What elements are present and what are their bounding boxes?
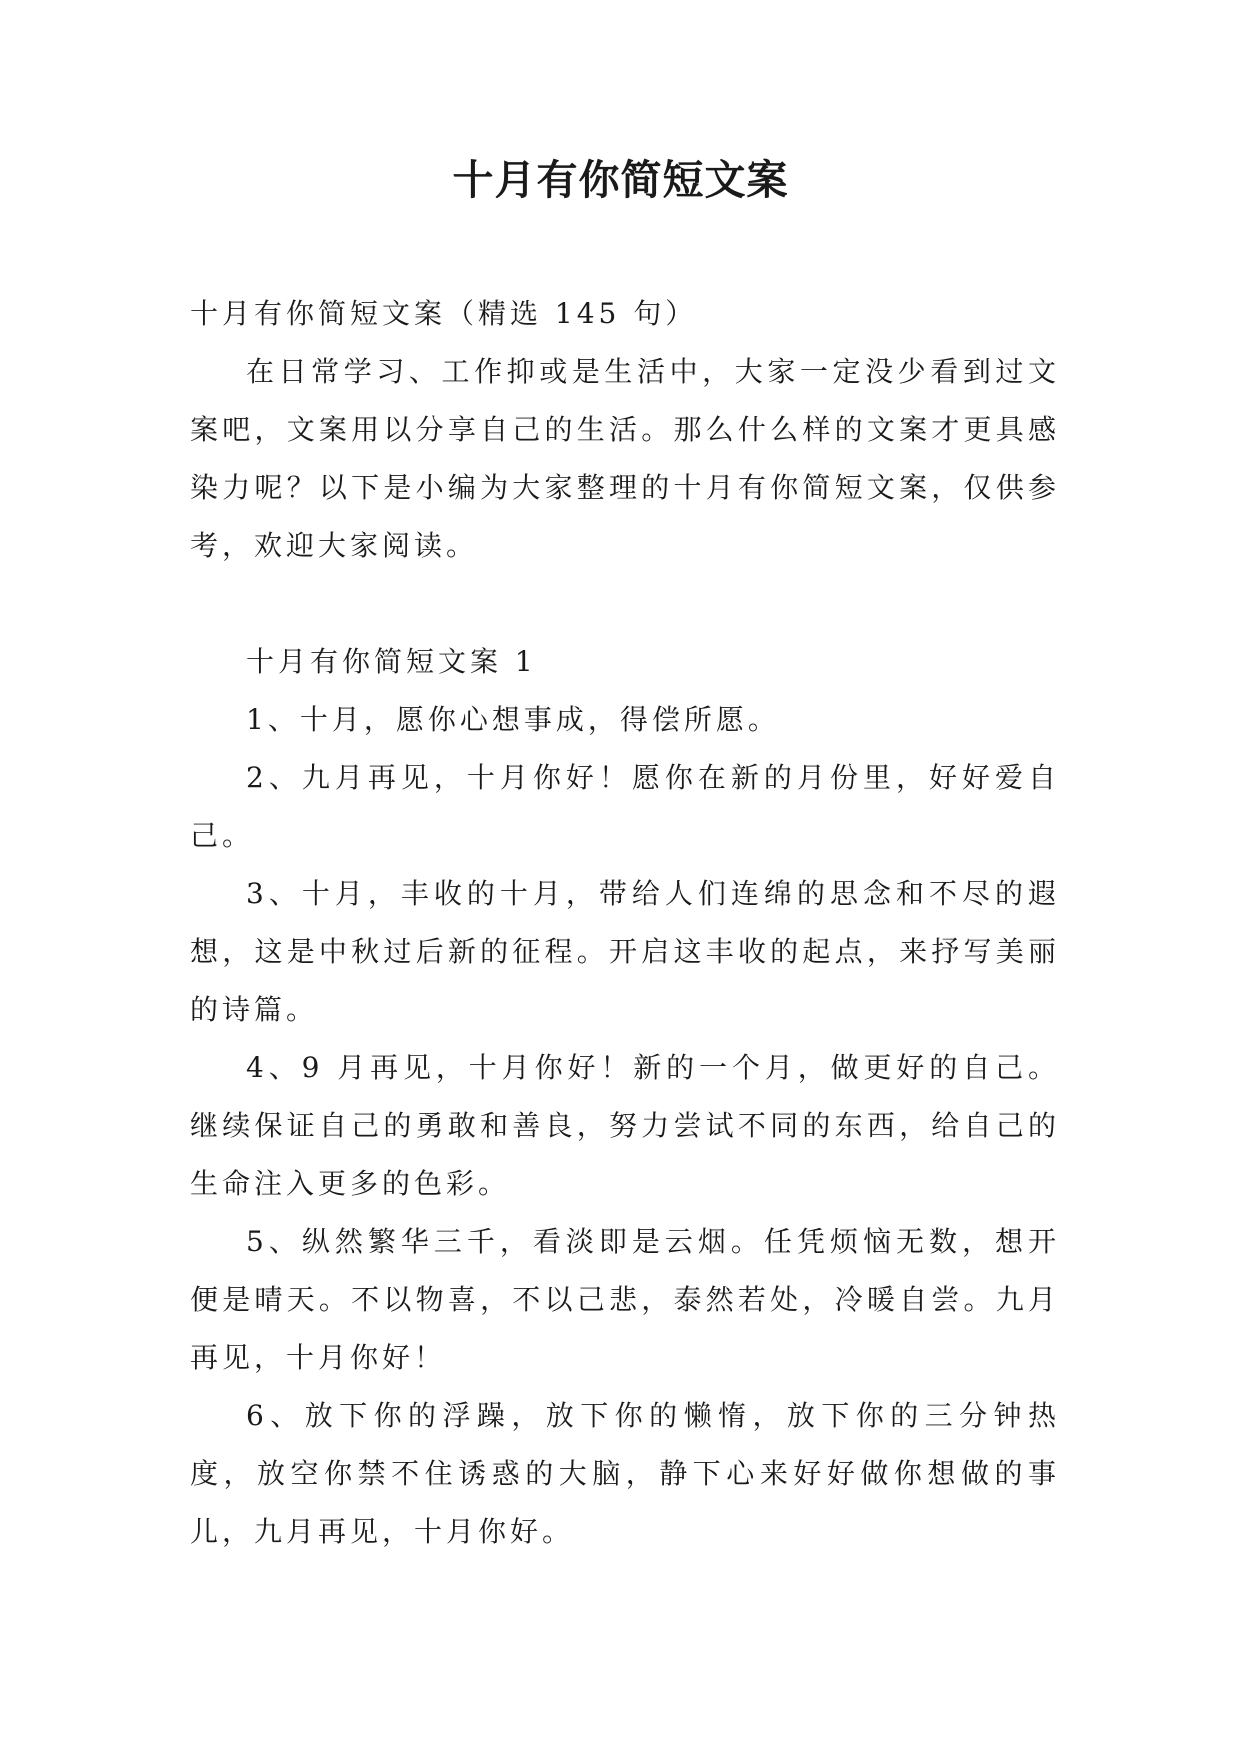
list-item: 5、纵然繁华三千，看淡即是云烟。任凭烦恼无数，想开便是晴天。不以物喜，不以己悲，泰然若处，冷暖自尝。九月再见，十月你好！ [190,1225,1060,1374]
list-item: 4、9 月再见，十月你好！新的一个月，做更好的自己。继续保证自己的勇敢和善良，努力尝试不同的东西，给自己的生命注入更多的色彩。 [190,1051,1060,1200]
paragraph-spacer [190,575,1060,633]
list-item: 3、十月，丰收的十月，带给人们连绵的思念和不尽的遐想，这是中秋过后新的征程。开启这丰收的起点，来抒写美丽的诗篇。 [190,877,1060,1026]
document-body [190,285,1060,1561]
section-heading: 十月有你简短文案 1 [246,645,537,678]
list-item: 2、九月再见，十月你好！愿你在新的月份里，好好爱自己。 [190,761,1060,852]
list-item: 6、放下你的浮躁，放下你的懒惰，放下你的三分钟热度，放空你禁不住诱惑的大脑，静下心来好好做你想做的事儿，九月再见，十月你好。 [190,1399,1060,1548]
list-item: 1、十月，愿你心想事成，得偿所愿。 [246,703,780,736]
intro-paragraph: 在日常学习、工作抑或是生活中，大家一定没少看到过文案吧，文案用以分享自己的生活。那么什么样的文案才更具感染力呢？以下是小编为大家整理的十月有你简短文案，仅供参考，欢迎大家阅读。 [190,355,1060,562]
document-title: 十月有你简短文案 [452,156,789,204]
document-subtitle: 十月有你简短文案（精选 145 句） [190,297,698,330]
